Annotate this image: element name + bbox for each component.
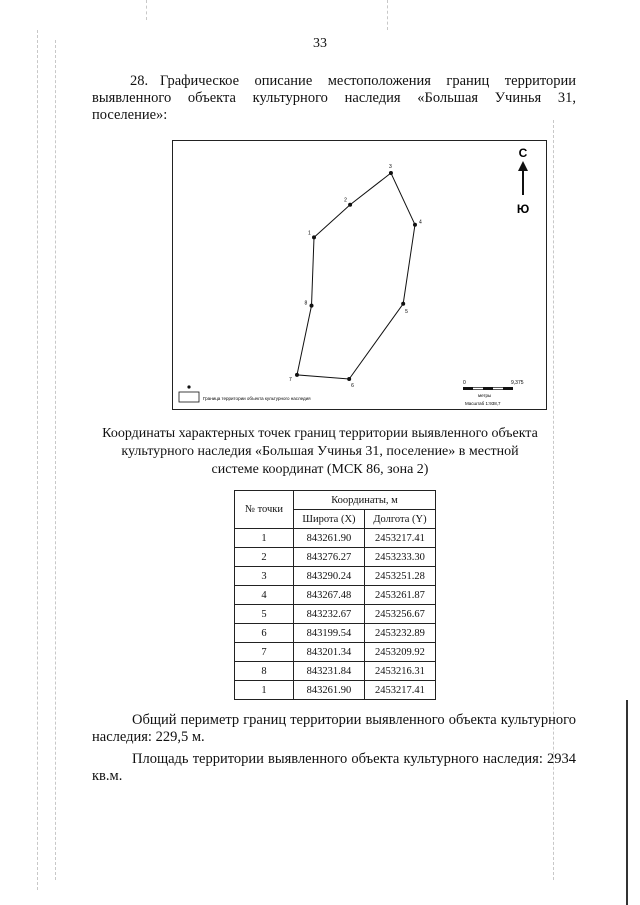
cell-lon: 2453216.31	[364, 662, 435, 681]
cell-point: 7	[235, 643, 294, 662]
coordinates-table	[234, 490, 436, 700]
boundary-point	[295, 373, 299, 377]
table-row	[235, 624, 436, 643]
table-row	[235, 605, 436, 624]
table-row	[235, 567, 436, 586]
cell-lat: 843290.24	[294, 567, 365, 586]
cell-point: 1	[235, 529, 294, 548]
cell-lat: 843231.84	[294, 662, 365, 681]
legend-swatch	[179, 392, 199, 402]
cell-lon: 2453261.87	[364, 586, 435, 605]
boundary-point	[348, 203, 352, 207]
scan-artifact-line	[626, 700, 628, 905]
boundary-polygon	[289, 164, 422, 389]
boundary-point-label: 7	[289, 376, 292, 383]
cell-point: 5	[235, 605, 294, 624]
section-heading-text: Графическое описание местоположения границ территории выявленного объекта культурного наследия «Большая Учинья 31, поселение»:	[92, 73, 576, 123]
area-paragraph	[92, 751, 576, 785]
cell-lon: 2453217.41	[364, 681, 435, 700]
table-row	[235, 548, 436, 567]
cell-lat: 843261.90	[294, 681, 365, 700]
boundary-point-label: 1	[308, 230, 311, 237]
cell-point: 8	[235, 662, 294, 681]
legend-point-icon	[187, 385, 190, 388]
boundary-point	[401, 302, 405, 306]
cell-lon: 2453251.28	[364, 567, 435, 586]
perimeter-text: Общий периметр границ территории выявленного объекта культурного наследия: 229,5 м.	[92, 712, 576, 745]
scan-artifact-line	[387, 0, 388, 30]
cell-lat: 843199.54	[294, 624, 365, 643]
coordinates-title: Координаты характерных точек границ территории выявленного объекта культурного наследия «Большая Учинья 31, поселение» в местной системе координат (МСК 86, зона 2)	[102, 426, 538, 477]
col-header-lat: Широта (X)	[294, 510, 365, 529]
cell-lon: 2453209.92	[364, 643, 435, 662]
boundary-point-label: 6	[351, 383, 354, 389]
boundary-map-svg	[173, 141, 548, 411]
cell-lat: 843232.67	[294, 605, 365, 624]
cell-point: 2	[235, 548, 294, 567]
boundary-point-label: 2	[344, 197, 347, 204]
boundary-point-label: 5	[405, 308, 408, 315]
boundary-point	[312, 235, 316, 239]
page-number: 33	[313, 36, 327, 51]
cell-point: 3	[235, 567, 294, 586]
cell-lon: 2453232.89	[364, 624, 435, 643]
scale-zero: 0	[463, 380, 466, 386]
boundary-point	[310, 304, 314, 308]
scale-end: 9,375	[511, 380, 524, 386]
boundary-point	[347, 377, 351, 381]
cell-lon: 2453256.67	[364, 605, 435, 624]
section-heading	[92, 73, 576, 124]
cell-lon: 2453233.30	[364, 548, 435, 567]
cell-lon: 2453217.41	[364, 529, 435, 548]
cell-lat: 843261.90	[294, 529, 365, 548]
boundary-map	[172, 140, 547, 410]
boundary-point-label: 3	[388, 164, 392, 170]
cell-lat: 843201.34	[294, 643, 365, 662]
cell-lat: 843276.27	[294, 548, 365, 567]
scan-artifact-line	[55, 40, 56, 880]
legend-text: Граница территории объекта культурного наследия	[203, 396, 311, 401]
cell-point: 4	[235, 586, 294, 605]
cell-lat: 843267.48	[294, 586, 365, 605]
boundary-point	[389, 171, 393, 175]
cell-point: 1	[235, 681, 294, 700]
south-label: Ю	[516, 202, 530, 216]
table-row	[235, 586, 436, 605]
col-header-point: № точки	[235, 491, 294, 529]
table-row	[235, 643, 436, 662]
cell-point: 6	[235, 624, 294, 643]
table-row	[235, 681, 436, 700]
col-header-lon: Долгота (Y)	[364, 510, 435, 529]
col-header-coords: Координаты, м	[294, 491, 436, 510]
boundary-point-label: 4	[418, 219, 422, 226]
scan-artifact-line	[37, 30, 38, 890]
table-row	[235, 662, 436, 681]
boundary-point-label: 8	[304, 300, 308, 307]
scale-unit: метры	[478, 393, 492, 398]
section-number: 28.	[130, 73, 149, 89]
north-arrow-icon	[517, 146, 529, 216]
boundary-line	[297, 173, 415, 379]
table-row	[235, 529, 436, 548]
north-label: С	[518, 146, 528, 160]
scale-ratio: Масштаб 1:938,7	[465, 401, 501, 406]
boundary-point	[413, 223, 417, 227]
area-text: Площадь территории выявленного объекта культурного наследия: 2934 кв.м.	[92, 751, 576, 784]
scale-bar	[463, 380, 524, 406]
scan-artifact-line	[146, 0, 147, 20]
perimeter-paragraph	[92, 712, 576, 746]
